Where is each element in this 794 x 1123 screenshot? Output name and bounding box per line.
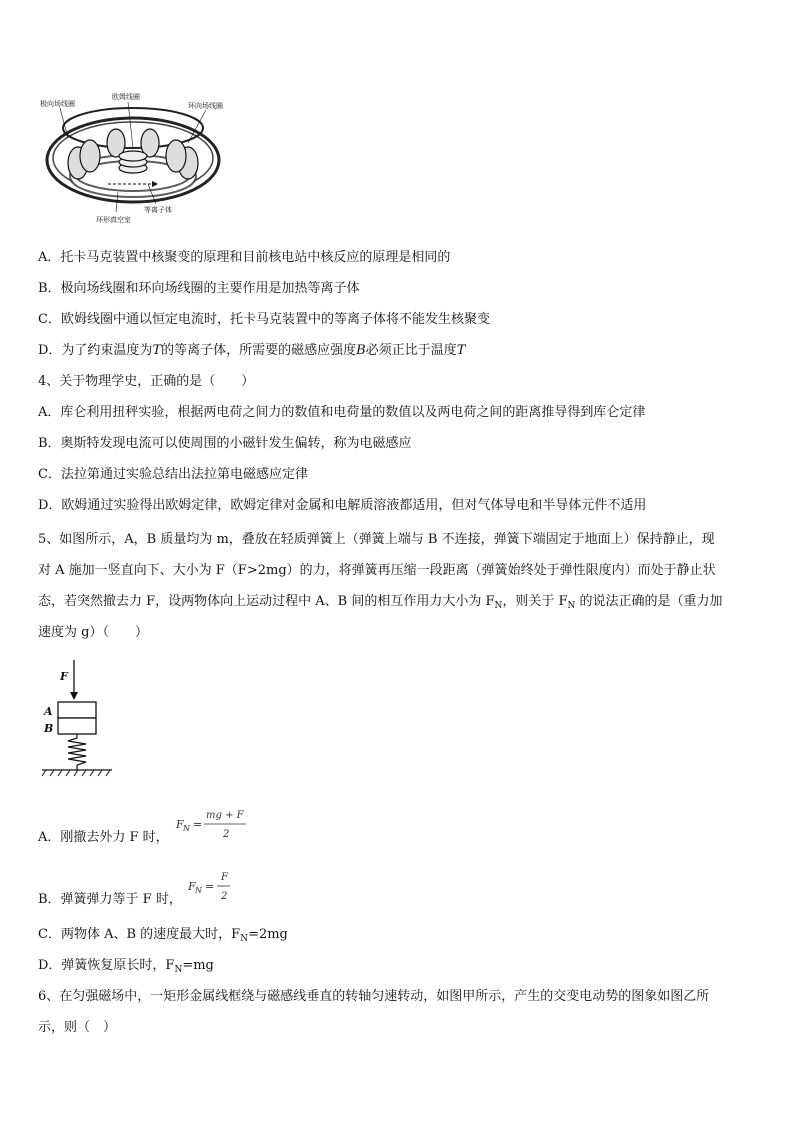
spring [68, 734, 86, 770]
fig-label-f: F [60, 670, 68, 683]
formula-b-lhs: F [188, 880, 196, 893]
formula-b [186, 866, 236, 906]
q3-d-t: T [152, 343, 162, 358]
q5-d-sub: N [174, 965, 183, 975]
q3-option-a: A．托卡马克装置中核聚变的原理和目前核电站中核反应的原理是相同的 [38, 250, 451, 265]
fig-label-a: A [44, 705, 53, 718]
formula-a-eq: = [193, 818, 203, 831]
label-ohmic: 欧姆线圈 [112, 93, 140, 101]
label-toroidal: 环向场线圈 [188, 102, 223, 110]
q5-d-pre: D．弹簧恢复原长时，F [38, 958, 175, 973]
q4-option-a: A．库仑利用扭秤实验，根据两电荷之间力的数值和电荷量的数值以及两电荷之间的距离推导得到库仑定律 [38, 405, 646, 420]
q5-c-pre: C．两物体 A、B 的速度最大时，F [38, 927, 241, 942]
formula-a [174, 804, 254, 844]
label-vacuum: 环形真空室 [96, 216, 131, 224]
q4-option-c: C．法拉第通过实验总结出法拉第电磁感应定律 [38, 467, 308, 482]
q3-option-d [38, 343, 465, 359]
q5-option-b [38, 892, 182, 908]
q5-option-d [38, 958, 214, 978]
q4-option-b: B．奥斯特发现电流可以使周围的小磁针发生偏转，称为电磁感应 [38, 436, 412, 451]
formula-a-lhs-sub: N [183, 824, 190, 833]
q5-stem-line1: 5、如图所示，A，B 质量均为 m，叠放在轻质弹簧上（弹簧上端与 B 不连接，弹簧下端固定于地面上）保持静止，现 [38, 532, 715, 547]
ground-hatch [42, 770, 110, 776]
q5-option-a [38, 830, 169, 846]
fig-label-b: B [44, 722, 54, 735]
q5-d-post: =mg [182, 958, 214, 973]
q5-line3-post: 的说法正确的是（重力加 [575, 594, 723, 609]
q4-option-d: D．欧姆通过实验得出欧姆定律，欧姆定律对金属和电解质溶液都适用，但对气体导电和半导体元件不适用 [38, 498, 647, 513]
q3-d-b: B [356, 343, 366, 358]
spring-block-diagram [38, 660, 118, 780]
q5-b-text: B．弹簧弹力等于 F 时， [38, 892, 182, 907]
formula-b-eq: = [205, 880, 215, 893]
formula-a-lhs: F [176, 818, 184, 831]
formula-a-den: 2 [223, 829, 230, 840]
q3-option-b: B．极向场线圈和环向场线圈的主要作用是加热等离子体 [38, 281, 360, 296]
block-a [58, 702, 96, 718]
q5-line3-sub: N [494, 601, 503, 611]
q4-stem: 4、关于物理学史，正确的是（ ） [38, 374, 255, 389]
label-poloidal: 极向场线圈 [40, 100, 75, 108]
q5-c-sub: N [240, 934, 249, 944]
q3-d-post: 必须正比于温度 [365, 343, 457, 358]
block-b [58, 718, 96, 734]
q5-stem-line4: 速度为 g）（ ） [38, 625, 148, 640]
q3-option-c: C．欧姆线圈中通以恒定电流时，托卡马克装置中的等离子体将不能发生核聚变 [38, 312, 490, 327]
q5-line3-sub2: N [567, 601, 576, 611]
formula-b-num: F [221, 872, 228, 883]
q6-stem-line2: 示，则（ ） [38, 1020, 117, 1035]
q5-c-post: =2mg [248, 927, 288, 942]
q3-d-t2: T [456, 343, 466, 358]
q5-line3-mid: ，则关于 F [502, 594, 568, 609]
label-plasma: 等离子体 [144, 206, 172, 214]
q5-line3-pre: 态，若突然撤去力 F，设两物体向上运动过程中 A、B 间的相互作用力大小为 F [38, 594, 495, 609]
formula-b-den: 2 [221, 891, 228, 902]
q5-option-c [38, 927, 288, 947]
tokamak-diagram [38, 88, 238, 228]
q3-d-pre: D．为了约束温度为 [38, 343, 153, 358]
formula-b-lhs-sub: N [195, 886, 202, 895]
q5-stem-line3 [38, 594, 723, 614]
q6-stem-line1: 6、在匀强磁场中，一矩形金属线框绕与磁感线垂直的转轴匀速转动，如图甲所示，产生的交变电动势的图象如图乙所 [38, 989, 710, 1004]
q3-d-mid: 的等离子体，所需要的磁感应强度 [161, 343, 357, 358]
formula-a-num: mg + F [206, 810, 244, 821]
q5-stem-line2: 对 A 施加一竖直向下、大小为 F（F>2mg）的力，将弹簧再压缩一段距离（弹簧始终处于弹性限度内）而处于静止状 [38, 563, 716, 578]
q5-a-text: A．刚撤去外力 F 时， [38, 830, 169, 845]
